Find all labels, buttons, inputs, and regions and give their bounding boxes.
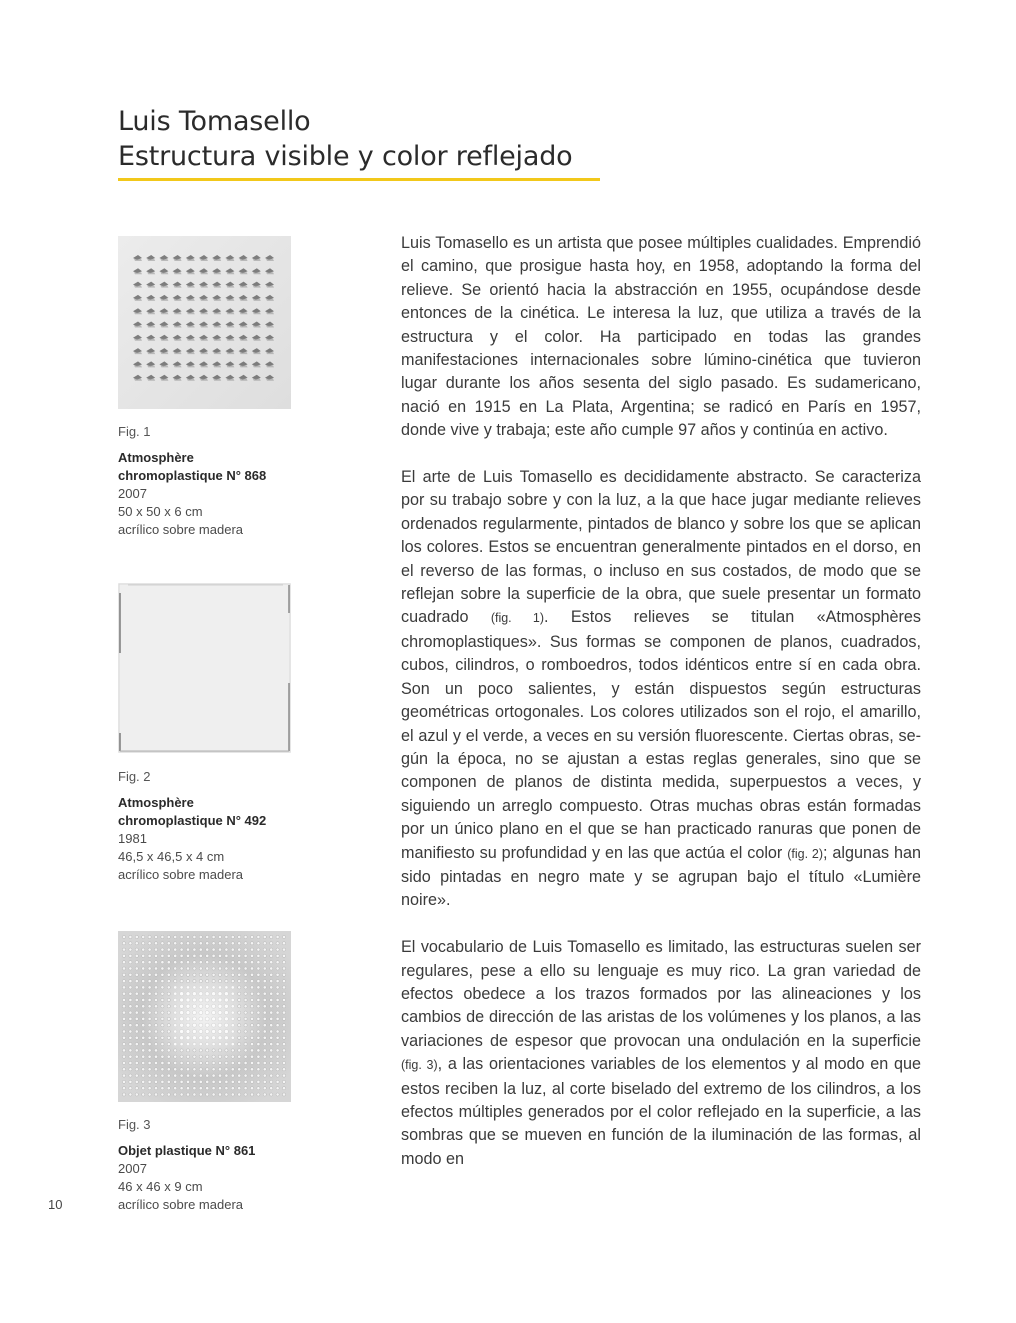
paragraph-2-part-a: El arte de Luis Tomasello es decididamente abstracto. Se caracteriza por su trabajo sobre y con la luz, a la que hace jugar mediante relieves ordenados regularmente, pintados de blanco y sobre los que se aplican los colores. Estos se encuentran generalmente pintados en el dorso, en el reverso de las formas, o incluso en sus costados, de modo que se reflejan sobre la superficie de la obra, que suele presentar un formato cuadrado <box>401 468 921 627</box>
figure-1-title: Atmosphère chromoplastique N° 868 <box>118 450 267 483</box>
paragraph-2-part-b: . Estos relieves se titulan «Atmosphères chromoplastiques». Sus formas se componen de planos, cuadrados, cubos, cilindros, o romboedros, todos idénticos entre sí en cada obra. Son un poco salientes, y están dispuestos según estructuras geométricas ortogonales. Los colores utilizados son el rojo, el amarillo, el azul y el verde, a veces en su versión fluorescente. Ciertas obras, según la época, no se ajustan a estas reglas generales, sino que se componen de planos de distinta medida, superpuestos a veces, y siguiendo un arreglo compuesto. Otras muchas obras están formadas por un único plano en el que se han practicado ranuras que ponen de manifiesto su profundidad y en las que actúa el color <box>401 608 921 862</box>
figure-1-year: 2007 <box>118 486 147 501</box>
figure-2-year: 1981 <box>118 831 147 846</box>
figure-3-title: Objet plastique N° 861 <box>118 1143 256 1158</box>
figure-1-size: 50 x 50 x 6 cm <box>118 504 203 519</box>
paragraph-2 <box>401 466 921 913</box>
title-line-subtitle: Estructura visible y color reflejado <box>118 141 573 172</box>
paragraph-2-part-c: ; algunas han sido pintadas en negro mate y se agrupan bajo el título «Lumière noire». <box>401 843 921 910</box>
figure-2-medium: acrílico sobre madera <box>118 867 243 882</box>
figure-1-caption <box>118 423 338 539</box>
figure-ref-3: (fig. 3) <box>401 1058 438 1073</box>
figure-ref-2: (fig. 2) <box>787 846 824 861</box>
page-number: 10 <box>48 1197 63 1212</box>
figure-ref-1: (fig. 1) <box>490 611 545 626</box>
figure-2-caption <box>118 768 338 884</box>
article-body <box>401 232 921 1171</box>
figure-1-image <box>118 236 291 409</box>
figure-2-number: Fig. 2 <box>118 769 151 784</box>
page-title <box>118 104 572 174</box>
figure-3-caption <box>118 1116 338 1214</box>
paragraph-3-part-b: , a las orientaciones variables de los elementos y al modo en que estos reciben la luz, al corte biselado del extremo de los cilindros, a los efectos múltiples generados por el color reflejado en la superficie, a las sombras que se mueven en función de la iluminación de las formas, al modo en <box>401 1055 921 1168</box>
figure-3-number: Fig. 3 <box>118 1117 151 1132</box>
paragraph-1: Luis Tomasello es un artista que posee múltiples cualidades. Emprendió el camino, que prosigue hasta hoy, en 1958, adoptando la forma del relieve. Se orientó hacia la abstracción en 1955, ocupándose desde entonces de la cinética. Le interesa la luz, que utiliza a través de la estructura y el color. Ha participado en todas las grandes manifestaciones internacionales sobre lúmino-cinética que tuvieron lugar durante los años sesenta del siglo pasado. Es sudamericano, nació en 1915 en La Plata, Argentina; se radicó en París en 1957, donde vive y trabaja; este año cumple 97 años y continúa en activo. <box>401 234 921 440</box>
figure-1-number: Fig. 1 <box>118 424 151 439</box>
paragraph-3-part-a: El vocabulario de Luis Tomasello es limitado, las estructuras suelen ser regulares, pese a ello su lenguaje es muy rico. La gran variedad de efectos obedece a los trazos formados por las alineaciones y los cambios de dirección de las aristas de los volúmenes y los planos, a las variaciones de espesor que provocan una ondulación en la superficie <box>401 938 921 1050</box>
title-underline <box>118 178 600 181</box>
figure-3-image <box>118 931 291 1102</box>
figure-2-image <box>118 583 291 753</box>
figure-1-medium: acrílico sobre madera <box>118 522 243 537</box>
figure-2-size: 46,5 x 46,5 x 4 cm <box>118 849 225 864</box>
figure-3-medium: acrílico sobre madera <box>118 1197 243 1212</box>
figure-2-title: Atmosphère chromoplastique N° 492 <box>118 795 267 828</box>
paragraph-3 <box>401 936 921 1171</box>
title-line-artist: Luis Tomasello <box>118 106 311 137</box>
figure-3-year: 2007 <box>118 1161 147 1176</box>
figure-3-size: 46 x 46 x 9 cm <box>118 1179 203 1194</box>
